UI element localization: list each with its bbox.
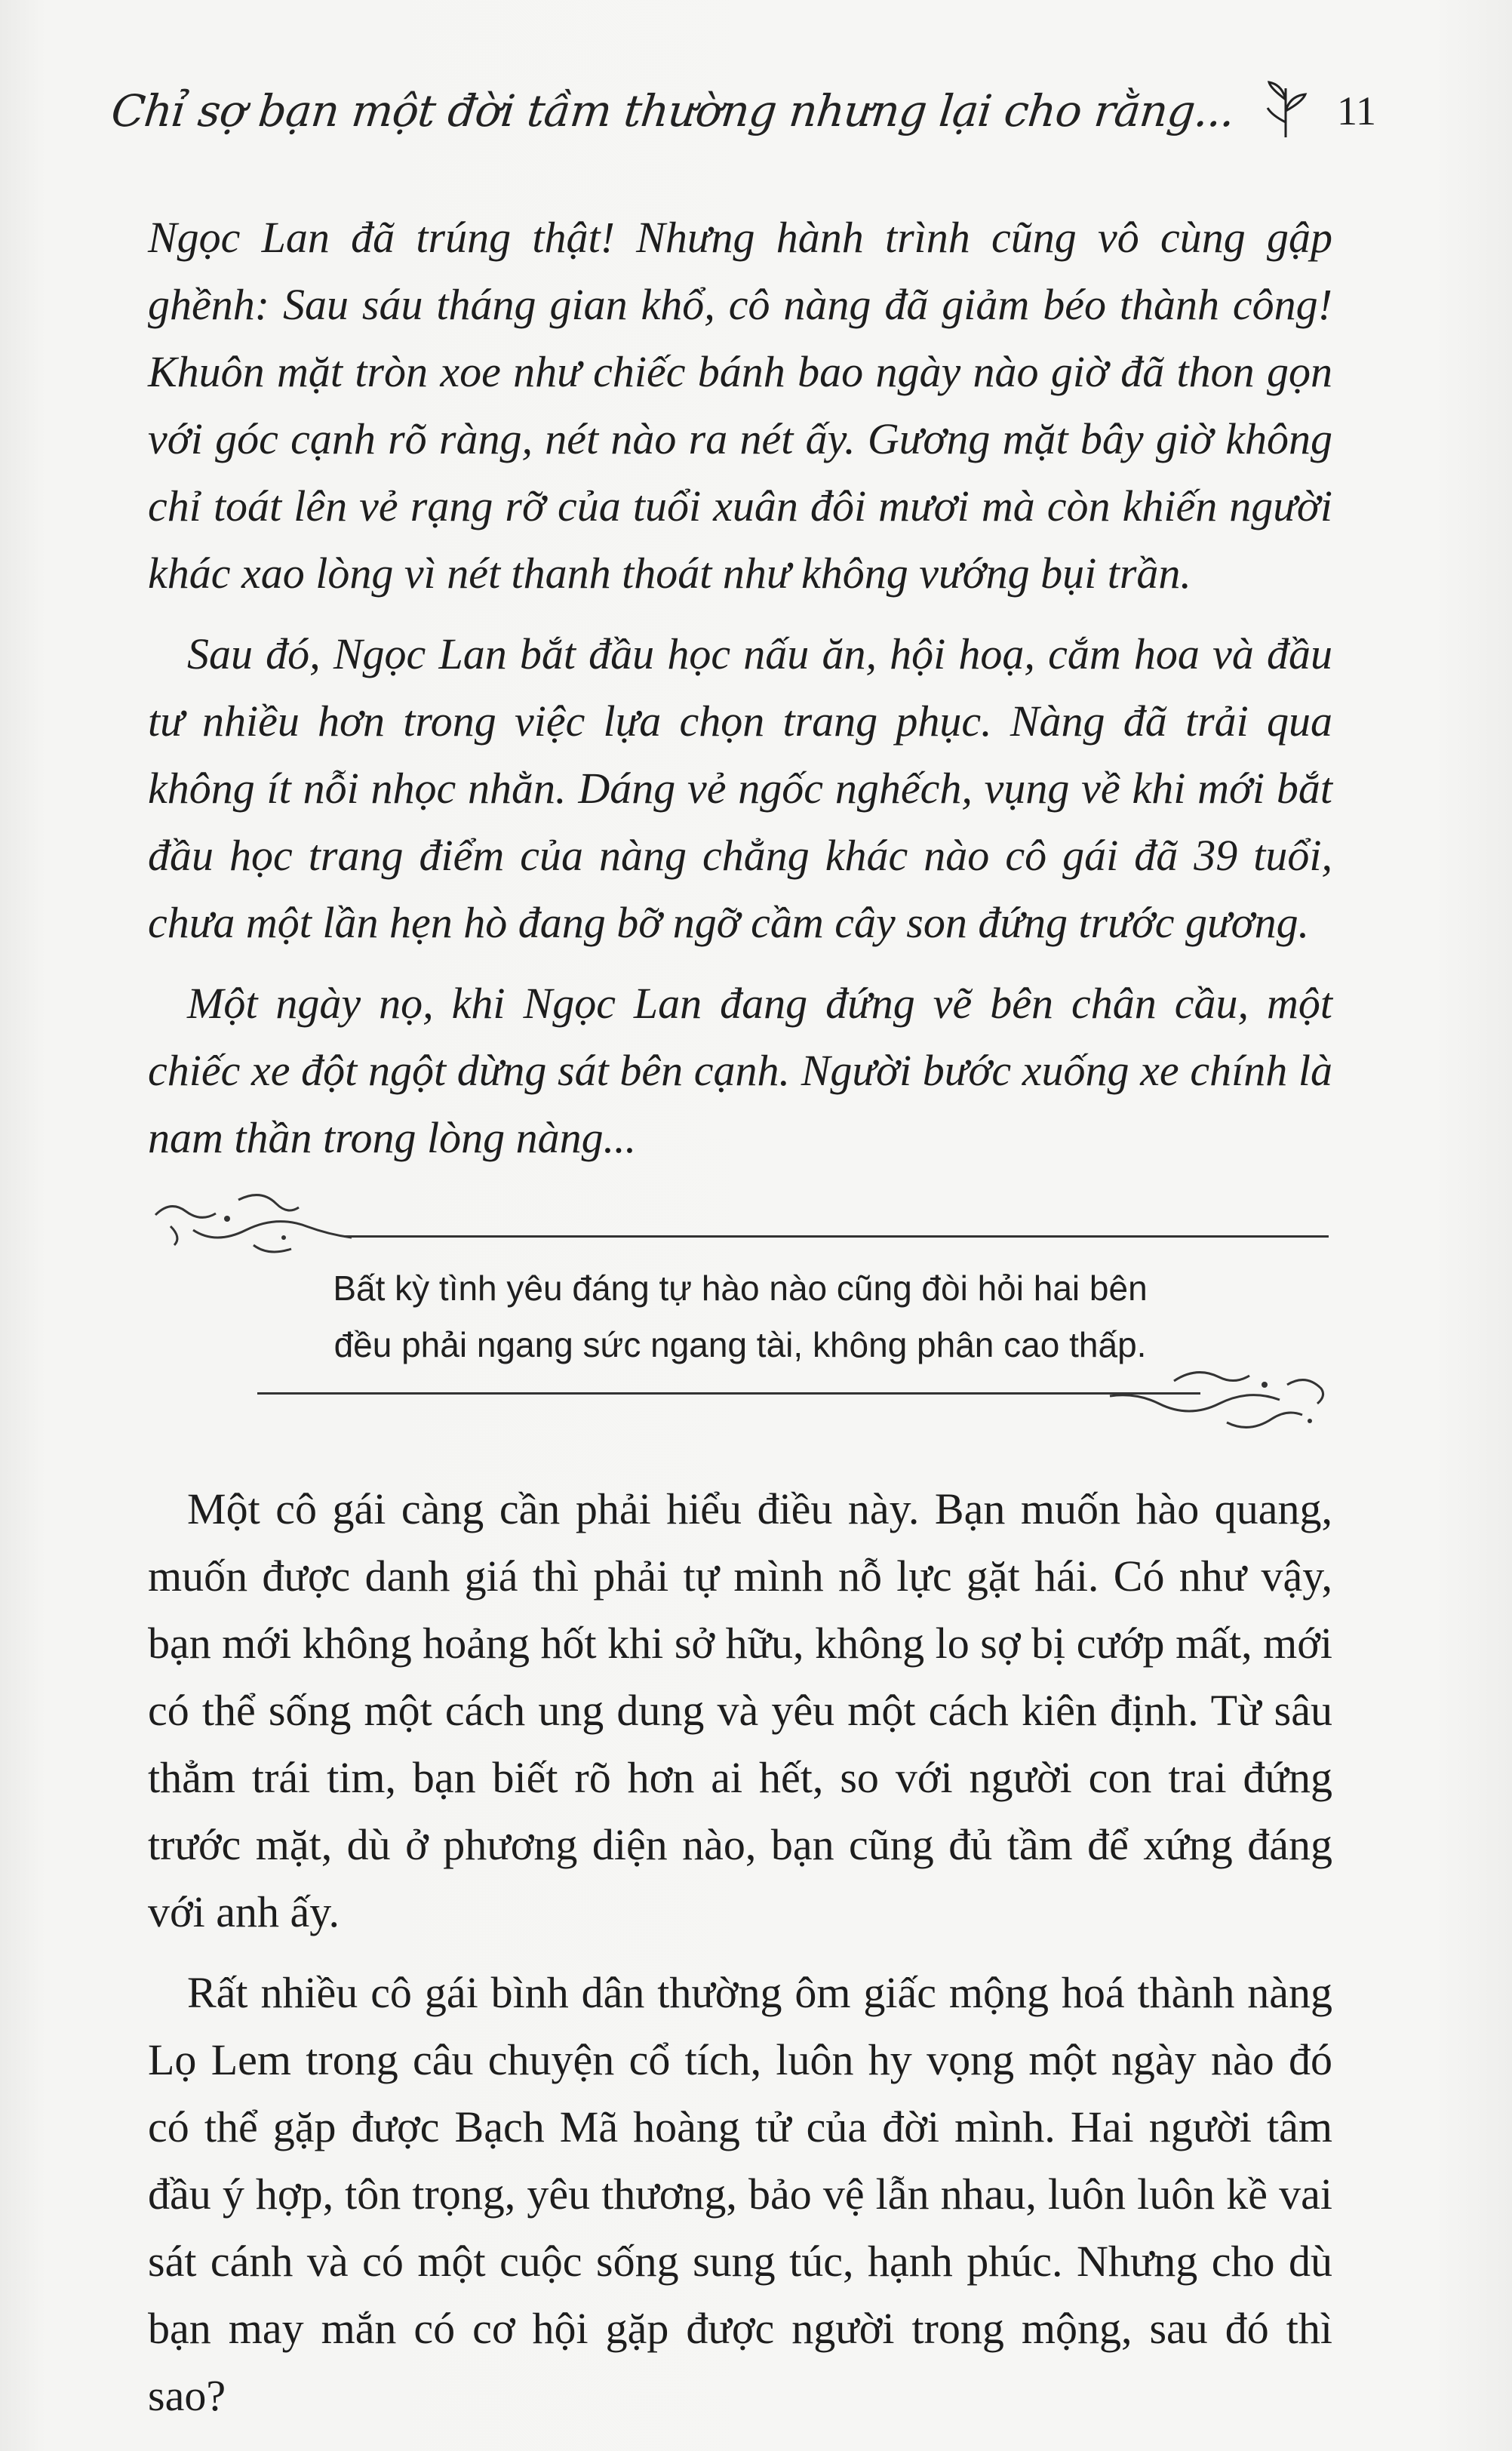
header-title: Chỉ sợ bạn một đời tầm thường nhưng lại cho rằng...	[109, 85, 1237, 137]
quote-text	[148, 1260, 1332, 1373]
flourish-ornament-left-icon	[148, 1185, 359, 1268]
italic-paragraph: Ngọc Lan đã trúng thật! Nhưng hành trình cũng vô cùng gập ghềnh: Sau sáu tháng gian khổ, cô nàng đã giảm béo thành công! Khuôn mặt tròn xoe như chiếc bánh bao ngày nào giờ đã thon gọn với góc cạnh rõ ràng, nét nào ra nét ấy. Gương mặt bây giờ không chỉ toát lên vẻ rạng rỡ của tuổi xuân đôi mươi mà còn khiến người khác xao lòng vì nét thanh thoát như không vướng bụi trần.	[148, 213, 1332, 598]
quote-line: đều phải ngang sức ngang tài, không phân cao thấp.	[333, 1325, 1147, 1364]
leaf-flourish-icon	[1263, 81, 1308, 141]
quote-line: Bất kỳ tình yêu đáng tự hào nào cũng đòi hỏi hai bên	[333, 1269, 1148, 1308]
running-header	[109, 69, 1376, 152]
body-paragraph: Rất nhiều cô gái bình dân thường ôm giấc mộng hoá thành nàng Lọ Lem trong câu chuyện cổ tích, luôn hy vọng một ngày nào đó có thể gặp được Bạch Mã hoàng tử của đời mình. Hai người tâm đầu ý hợp, tôn trọng, yêu thương, bảo vệ lẫn nhau, luôn luôn kề vai sát cánh và có một cuộc sống sung túc, hạnh phúc. Nhưng cho dù bạn may mắn có cơ hội gặp được người trong mộng, sau đó thì sao?	[148, 1968, 1332, 2420]
page-number: 11	[1337, 88, 1376, 134]
italic-story-section	[148, 204, 1332, 1171]
main-text-section	[148, 1475, 1332, 2429]
italic-paragraph: Sau đó, Ngọc Lan bắt đầu học nấu ăn, hội hoạ, cắm hoa và đầu tư nhiều hơn trong việc lựa chọn trang phục. Nàng đã trải qua không ít nỗi nhọc nhằn. Dáng vẻ ngốc nghếch, vụng về khi mới bắt đầu học trang điểm của nàng chẳng khác nào cô gái đã 39 tuổi, chưa một lần hẹn hò đang bỡ ngỡ cầm cây son đứng trước gương.	[148, 629, 1332, 947]
flourish-ornament-right-icon	[1106, 1362, 1332, 1445]
italic-paragraph: Một ngày nọ, khi Ngọc Lan đang đứng vẽ bên chân cầu, một chiếc xe đột ngột dừng sát bên cạnh. Người bước xuống xe chính là nam thần trong lòng nàng...	[148, 979, 1332, 1162]
quote-bottom-rule	[257, 1392, 1200, 1395]
quote-top-rule	[344, 1235, 1329, 1238]
body-paragraph: Một cô gái càng cần phải hiểu điều này. Bạn muốn hào quang, muốn được danh giá thì phải tự mình nỗ lực gặt hái. Có như vậy, bạn mới không hoảng hốt khi sở hữu, không lo sợ bị cướp mất, mới có thể sống một cách ung dung và yêu một cách kiên định. Từ sâu thẳm trái tim, bạn biết rõ hơn ai hết, so với người con trai đứng trước mặt, dù ở phương diện nào, bạn cũng đủ tầm để xứng đáng với anh ấy.	[148, 1484, 1332, 1936]
pull-quote	[148, 1173, 1332, 1445]
